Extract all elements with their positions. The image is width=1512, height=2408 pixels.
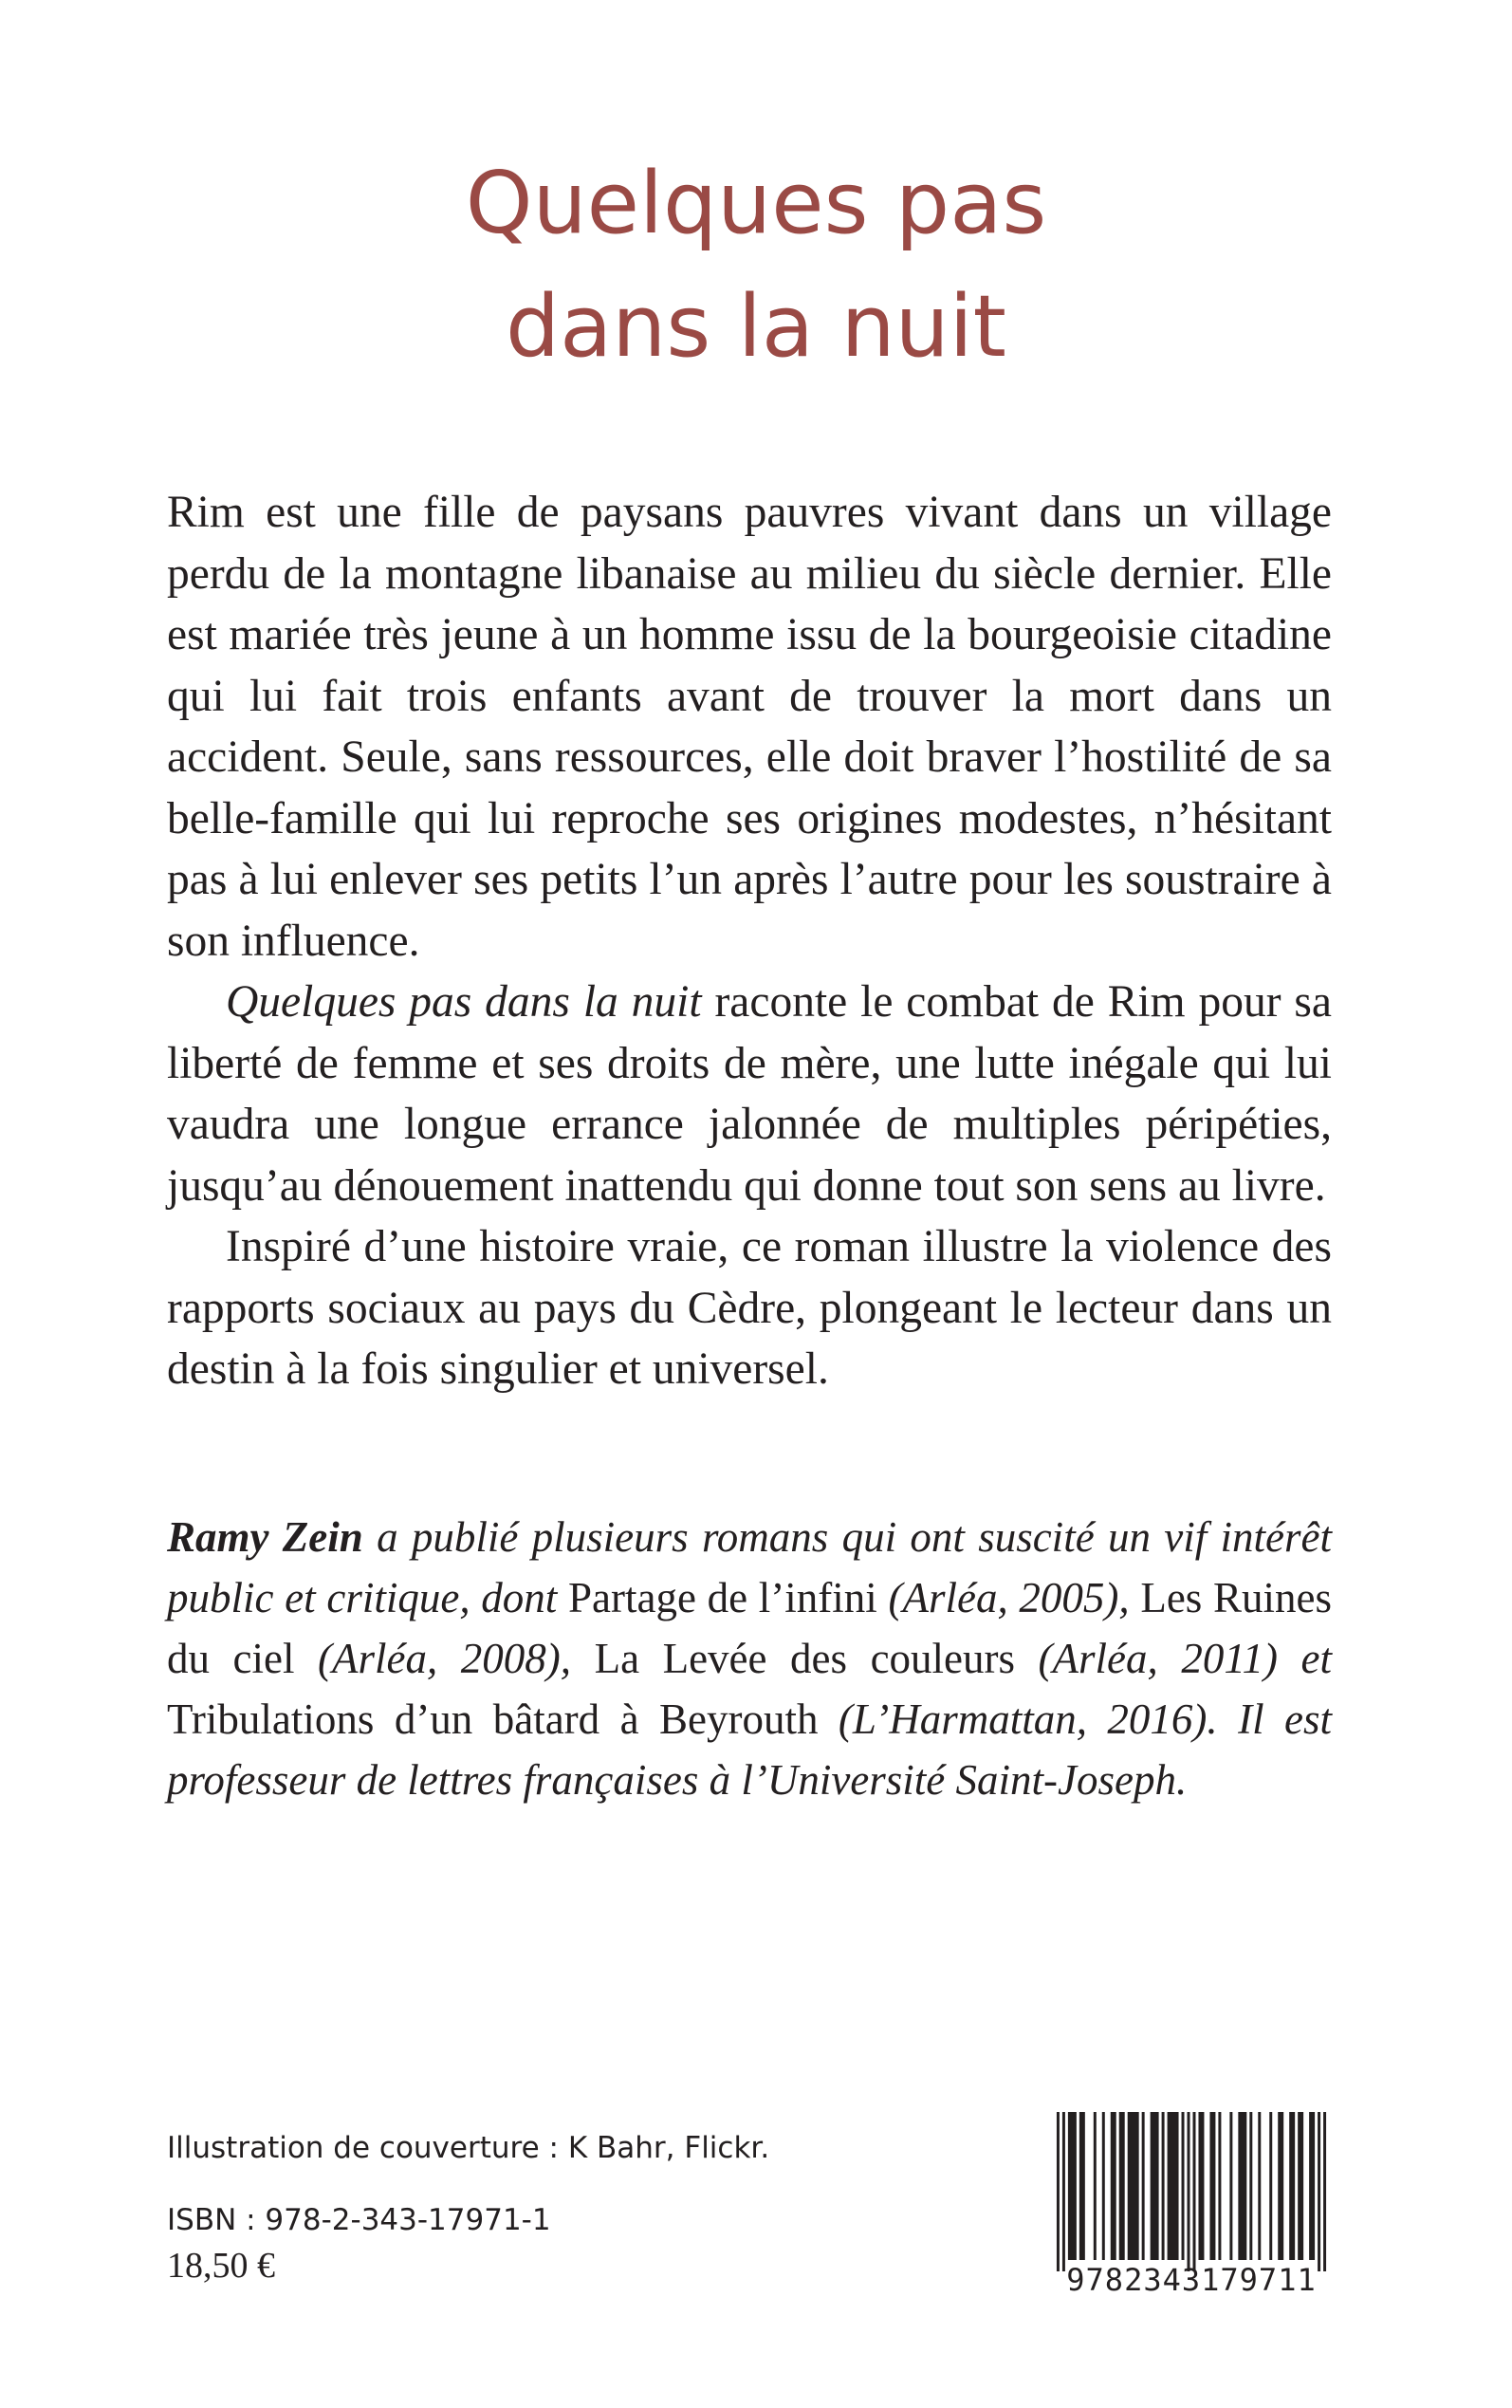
- barcode-bar: [1128, 2112, 1139, 2260]
- barcode-bar: [1062, 2112, 1065, 2271]
- author-book-1: Partage de l’infini: [567, 1574, 877, 1621]
- author-publisher-4: (L’Harmattan, 2016). Il est professeur de lettres françaises à l’Université Saint-Joseph.: [167, 1695, 1332, 1804]
- barcode-bar: [1111, 2112, 1116, 2260]
- barcode-bar: [1142, 2112, 1145, 2260]
- author-bio-text-1: a publié plusieurs romans qui ont suscité un vif intérêt public et critique, dont: [167, 1513, 1332, 1621]
- synopsis-paragraph-1: Rim est une fille de paysans pauvres vivant dans un village perdu de la montagne libanaise au milieu du siècle dernier. Elle est mariée très jeune à un homme issu de la bourgeoisie citadine qui lui fait trois enfants avant de trouver la mort dans un accident. Seule, sans ressources, elle doit braver l’hostilité de sa belle-famille qui lui reproche ses origines modestes, n’hésitant pas à lui enlever ses petits l’un après l’autre pour les soustraire à son influence.: [167, 488, 1332, 966]
- author-bio: [167, 1507, 1332, 1810]
- synopsis-paragraph-3: Inspiré d’une histoire vraie, ce roman illustre la violence des rapports sociaux au pays du Cèdre, plongeant le lecteur dans un destin à la fois singulier et universel.: [167, 1222, 1332, 1394]
- barcode-bar: [1323, 2112, 1326, 2271]
- barcode-bar: [1068, 2112, 1077, 2260]
- barcode: [1037, 2112, 1346, 2300]
- barcode-bar: [1188, 2112, 1190, 2271]
- barcode-bar: [1168, 2112, 1179, 2260]
- synopsis-paragraph-2-text: raconte le combat de Rim pour sa liberté de femme et ses droits de mère, une lutte inégale qui lui vaudra une longue errance jalonnée de multiples péripéties, jusqu’au dénouement inattendu qui donne tout son sens au livre.: [167, 977, 1332, 1211]
- barcode-bar: [1298, 2112, 1303, 2260]
- barcode-bar: [1198, 2112, 1204, 2260]
- barcode-bar: [1162, 2112, 1165, 2260]
- barcode-bar: [1119, 2112, 1125, 2260]
- barcode-bar: [1209, 2112, 1215, 2260]
- barcode-bar: [1218, 2112, 1221, 2260]
- barcode-bar: [1182, 2112, 1185, 2260]
- author-book-3: La Levée des couleurs: [594, 1635, 1016, 1682]
- barcode-bar: [1238, 2112, 1246, 2260]
- barcode-bar: [1057, 2112, 1060, 2271]
- barcode-bar: [1258, 2112, 1261, 2260]
- barcode-bar: [1249, 2112, 1252, 2260]
- barcode-bar: [1318, 2112, 1320, 2271]
- barcode-bar: [1094, 2112, 1097, 2260]
- author-book-2: Les Ruines du ciel: [167, 1574, 1333, 1682]
- author-publisher-3: (Arléa, 2011) et: [1015, 1635, 1332, 1682]
- barcode-bar: [1289, 2112, 1295, 2260]
- barcode-bar: [1309, 2112, 1315, 2260]
- synopsis-paragraph-2: [167, 972, 1332, 1216]
- barcode-bars: [1037, 2112, 1346, 2271]
- barcode-bar: [1229, 2112, 1232, 2260]
- synopsis: [167, 482, 1332, 1400]
- barcode-digits: 9782343179711: [1066, 2262, 1317, 2298]
- barcode-bar: [1102, 2112, 1105, 2260]
- barcode-bar: [1193, 2112, 1196, 2271]
- author-publisher-2: (Arléa, 2008),: [294, 1635, 595, 1682]
- barcode-bar: [1269, 2112, 1272, 2260]
- synopsis-book-title: Quelques pas dans la nuit: [226, 977, 702, 1027]
- book-title: [0, 142, 1512, 389]
- book-title-line-2: dans la nuit: [506, 277, 1006, 377]
- price: 18,50 €: [167, 2246, 275, 2286]
- author-name: Ramy Zein: [167, 1513, 363, 1561]
- author-publisher-1: (Arléa, 2005),: [876, 1574, 1141, 1621]
- barcode-bar: [1079, 2112, 1085, 2260]
- barcode-bar: [1278, 2112, 1283, 2260]
- author-book-4: Tribulations d’un bâtard à Beyrouth: [167, 1695, 819, 1743]
- cover-illustration-credit: Illustration de couverture : K Bahr, Flickr.: [167, 2131, 770, 2165]
- barcode-bar: [1151, 2112, 1159, 2260]
- book-title-line-1: Quelques pas: [465, 154, 1047, 253]
- isbn: ISBN : 978-2-343-17971-1: [167, 2203, 551, 2237]
